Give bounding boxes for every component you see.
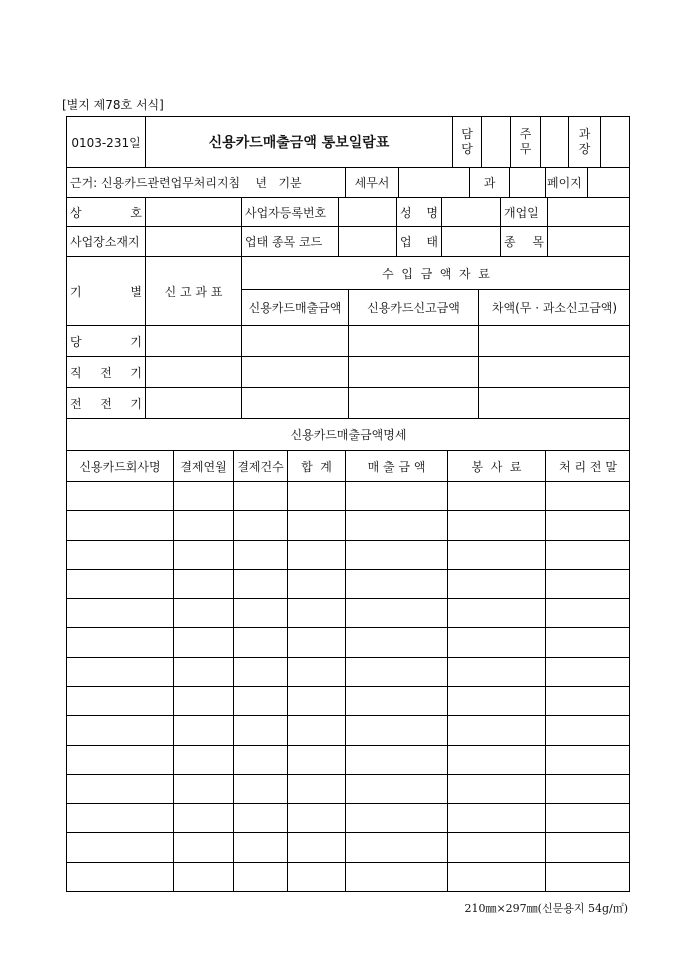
detail-entry-cell[interactable] — [288, 746, 346, 775]
detail-entry-cell[interactable] — [448, 511, 546, 541]
item-field[interactable] — [548, 227, 630, 257]
detail-entry-cell[interactable] — [448, 775, 546, 804]
detail-entry-cell[interactable] — [346, 716, 448, 746]
detail-entry-cell[interactable] — [546, 775, 630, 804]
industry-code-field[interactable] — [339, 227, 397, 257]
detail-entry-cell[interactable] — [546, 658, 630, 687]
reg-no-field[interactable] — [339, 198, 397, 227]
period-value-cell[interactable] — [479, 357, 630, 388]
section-field[interactable] — [510, 168, 546, 198]
detail-entry-cell[interactable] — [288, 570, 346, 599]
detail-entry-cell[interactable] — [346, 658, 448, 687]
detail-entry-cell[interactable] — [234, 775, 288, 804]
detail-entry-cell[interactable] — [234, 804, 288, 833]
period-header: 기 별 — [67, 257, 146, 326]
detail-entry-cell[interactable] — [174, 599, 234, 628]
detail-entry-cell[interactable] — [346, 541, 448, 570]
detail-entry-cell[interactable] — [288, 628, 346, 658]
tax-office-field[interactable] — [399, 168, 470, 198]
detail-entry-cell[interactable] — [174, 746, 234, 775]
detail-entry-cell[interactable] — [234, 863, 288, 892]
detail-entry-cell[interactable] — [67, 804, 174, 833]
detail-entry-cell[interactable] — [288, 658, 346, 687]
detail-entry-cell[interactable] — [448, 746, 546, 775]
detail-entry-cell[interactable] — [448, 541, 546, 570]
detail-entry-cell[interactable] — [346, 775, 448, 804]
detail-entry-cell[interactable] — [174, 541, 234, 570]
detail-entry-cell[interactable] — [448, 716, 546, 746]
detail-column-header: 매 출 금 액 — [346, 451, 448, 482]
period-value-cell[interactable] — [242, 326, 349, 357]
period-value-cell[interactable] — [146, 326, 242, 357]
notification-form-table — [66, 116, 630, 892]
detail-entry-cell[interactable] — [546, 628, 630, 658]
detail-entry-cell[interactable] — [448, 482, 546, 511]
item-label: 종 목 — [501, 227, 548, 257]
detail-entry-cell[interactable] — [448, 570, 546, 599]
detail-entry-cell[interactable] — [67, 599, 174, 628]
detail-entry-cell[interactable] — [346, 804, 448, 833]
basis-text: 근거: 신용카드관련업무처리지침 년 기분 — [67, 168, 346, 198]
detail-entry-cell[interactable] — [546, 716, 630, 746]
detail-entry-cell[interactable] — [288, 482, 346, 511]
tax-office-label: 세무서 — [346, 168, 399, 198]
detail-entry-cell[interactable] — [288, 863, 346, 892]
detail-entry-cell[interactable] — [174, 804, 234, 833]
detail-entry-cell[interactable] — [67, 570, 174, 599]
detail-entry-cell[interactable] — [67, 716, 174, 746]
detail-entry-cell[interactable] — [448, 687, 546, 716]
detail-column-header: 신용카드회사명 — [67, 451, 174, 482]
detail-entry-cell[interactable] — [448, 628, 546, 658]
approval-char: 당 — [461, 142, 473, 156]
detail-column-header: 결제연월 — [174, 451, 234, 482]
trade-name-label: 상 호 — [67, 198, 146, 227]
approval-label-director — [569, 117, 601, 168]
detail-entry-cell[interactable] — [234, 599, 288, 628]
detail-entry-cell[interactable] — [346, 570, 448, 599]
period-value-cell[interactable] — [146, 357, 242, 388]
detail-entry-cell[interactable] — [174, 863, 234, 892]
period-value-cell[interactable] — [479, 388, 630, 419]
period-label: 당 기 — [67, 326, 146, 357]
detail-entry-cell[interactable] — [234, 511, 288, 541]
detail-entry-cell[interactable] — [234, 570, 288, 599]
detail-entry-cell[interactable] — [346, 833, 448, 863]
detail-entry-cell[interactable] — [346, 599, 448, 628]
detail-entry-cell[interactable] — [174, 775, 234, 804]
detail-entry-cell[interactable] — [448, 833, 546, 863]
detail-entry-cell[interactable] — [234, 833, 288, 863]
detail-column-header: 봉 사 료 — [448, 451, 546, 482]
industry-code-label: 업태 종목 코드 — [242, 227, 339, 257]
page-label: 페이지 — [546, 168, 588, 198]
period-value-cell[interactable] — [349, 357, 479, 388]
approval-char: 주 — [519, 127, 532, 141]
detail-entry-cell[interactable] — [67, 687, 174, 716]
open-date-label: 개업일 — [501, 198, 548, 227]
detail-entry-cell[interactable] — [288, 599, 346, 628]
detail-entry-cell[interactable] — [546, 863, 630, 892]
detail-entry-cell[interactable] — [288, 511, 346, 541]
detail-section-title: 신용카드매출금액명세 — [67, 419, 630, 451]
card-reported-header: 신용카드신고금액 — [349, 290, 479, 326]
paper-spec: 210㎜×297㎜(신문용지 54g/㎡) — [464, 902, 628, 915]
business-type-label: 업 태 — [397, 227, 442, 257]
approval-sign-chief[interactable] — [541, 117, 569, 168]
detail-entry-cell[interactable] — [67, 541, 174, 570]
detail-entry-cell[interactable] — [448, 658, 546, 687]
business-type-field[interactable] — [442, 227, 501, 257]
detail-entry-cell[interactable] — [67, 482, 174, 511]
detail-entry-cell[interactable] — [546, 570, 630, 599]
detail-entry-cell[interactable] — [288, 687, 346, 716]
section-label: 과 — [470, 168, 510, 198]
period-label: 전 전 기 — [67, 388, 146, 419]
detail-entry-cell[interactable] — [174, 482, 234, 511]
detail-entry-cell[interactable] — [288, 541, 346, 570]
detail-entry-cell[interactable] — [234, 716, 288, 746]
period-value-cell[interactable] — [349, 326, 479, 357]
detail-entry-cell[interactable] — [174, 511, 234, 541]
detail-entry-cell[interactable] — [174, 687, 234, 716]
reg-no-label: 사업자등록번호 — [242, 198, 339, 227]
reported-base-header: 신 고 과 표 — [146, 257, 242, 326]
detail-entry-cell[interactable] — [448, 863, 546, 892]
page-field[interactable] — [588, 168, 630, 198]
address-field[interactable] — [146, 227, 242, 257]
detail-entry-cell[interactable] — [174, 833, 234, 863]
detail-entry-cell[interactable] — [234, 541, 288, 570]
detail-entry-cell[interactable] — [234, 482, 288, 511]
detail-entry-cell[interactable] — [67, 775, 174, 804]
detail-entry-cell[interactable] — [234, 687, 288, 716]
detail-entry-cell[interactable] — [546, 804, 630, 833]
detail-entry-cell[interactable] — [288, 775, 346, 804]
name-field[interactable] — [442, 198, 501, 227]
detail-entry-cell[interactable] — [67, 511, 174, 541]
approval-sign-manager[interactable] — [482, 117, 511, 168]
detail-entry-cell[interactable] — [546, 482, 630, 511]
detail-entry-cell[interactable] — [546, 746, 630, 775]
difference-header: 차액(무 · 과소신고금액) — [479, 290, 630, 326]
form-code: 0103-231일 — [67, 117, 146, 168]
detail-entry-cell[interactable] — [288, 833, 346, 863]
detail-entry-cell[interactable] — [288, 804, 346, 833]
detail-entry-cell[interactable] — [67, 863, 174, 892]
detail-entry-cell[interactable] — [67, 746, 174, 775]
income-data-header: 수 입 금 액 자 료 — [242, 257, 630, 290]
form-number-label: [별지 제78호 서식] — [62, 98, 164, 112]
detail-entry-cell[interactable] — [67, 628, 174, 658]
detail-entry-cell[interactable] — [174, 716, 234, 746]
detail-entry-cell[interactable] — [346, 863, 448, 892]
detail-column-header: 결제건수 — [234, 451, 288, 482]
detail-entry-cell[interactable] — [174, 570, 234, 599]
approval-char: 담 — [461, 127, 473, 141]
address-label: 사업장소재지 — [67, 227, 146, 257]
detail-entry-cell[interactable] — [448, 599, 546, 628]
approval-label-chief — [511, 117, 541, 168]
detail-entry-cell[interactable] — [448, 804, 546, 833]
period-value-cell[interactable] — [479, 326, 630, 357]
detail-entry-cell[interactable] — [174, 628, 234, 658]
period-value-cell[interactable] — [242, 388, 349, 419]
form-title: 신용카드매출금액 통보일람표 — [146, 117, 453, 168]
detail-entry-cell[interactable] — [546, 599, 630, 628]
approval-char: 과 — [578, 127, 591, 141]
name-label: 성 명 — [397, 198, 442, 227]
period-value-cell[interactable] — [242, 357, 349, 388]
approval-char: 장 — [578, 142, 591, 156]
detail-entry-cell[interactable] — [234, 746, 288, 775]
detail-entry-cell[interactable] — [346, 628, 448, 658]
detail-entry-cell[interactable] — [174, 658, 234, 687]
open-date-field[interactable] — [548, 198, 630, 227]
detail-entry-cell[interactable] — [546, 687, 630, 716]
approval-char: 무 — [519, 142, 532, 156]
detail-column-header: 처 리 전 말 — [546, 451, 630, 482]
card-sales-header: 신용카드매출금액 — [242, 290, 349, 326]
detail-entry-cell[interactable] — [546, 541, 630, 570]
period-value-cell[interactable] — [349, 388, 479, 419]
detail-entry-cell[interactable] — [346, 687, 448, 716]
detail-entry-cell[interactable] — [346, 511, 448, 541]
detail-entry-cell[interactable] — [67, 658, 174, 687]
trade-name-field[interactable] — [146, 198, 242, 227]
detail-entry-cell[interactable] — [234, 628, 288, 658]
period-value-cell[interactable] — [146, 388, 242, 419]
detail-column-header: 합 계 — [288, 451, 346, 482]
detail-entry-cell[interactable] — [546, 511, 630, 541]
approval-label-manager — [453, 117, 482, 168]
approval-sign-director[interactable] — [601, 117, 630, 168]
period-label: 직 전 기 — [67, 357, 146, 388]
detail-entry-cell[interactable] — [288, 716, 346, 746]
detail-entry-cell[interactable] — [67, 833, 174, 863]
detail-entry-cell[interactable] — [546, 833, 630, 863]
detail-entry-cell[interactable] — [346, 746, 448, 775]
detail-entry-cell[interactable] — [234, 658, 288, 687]
detail-entry-cell[interactable] — [346, 482, 448, 511]
